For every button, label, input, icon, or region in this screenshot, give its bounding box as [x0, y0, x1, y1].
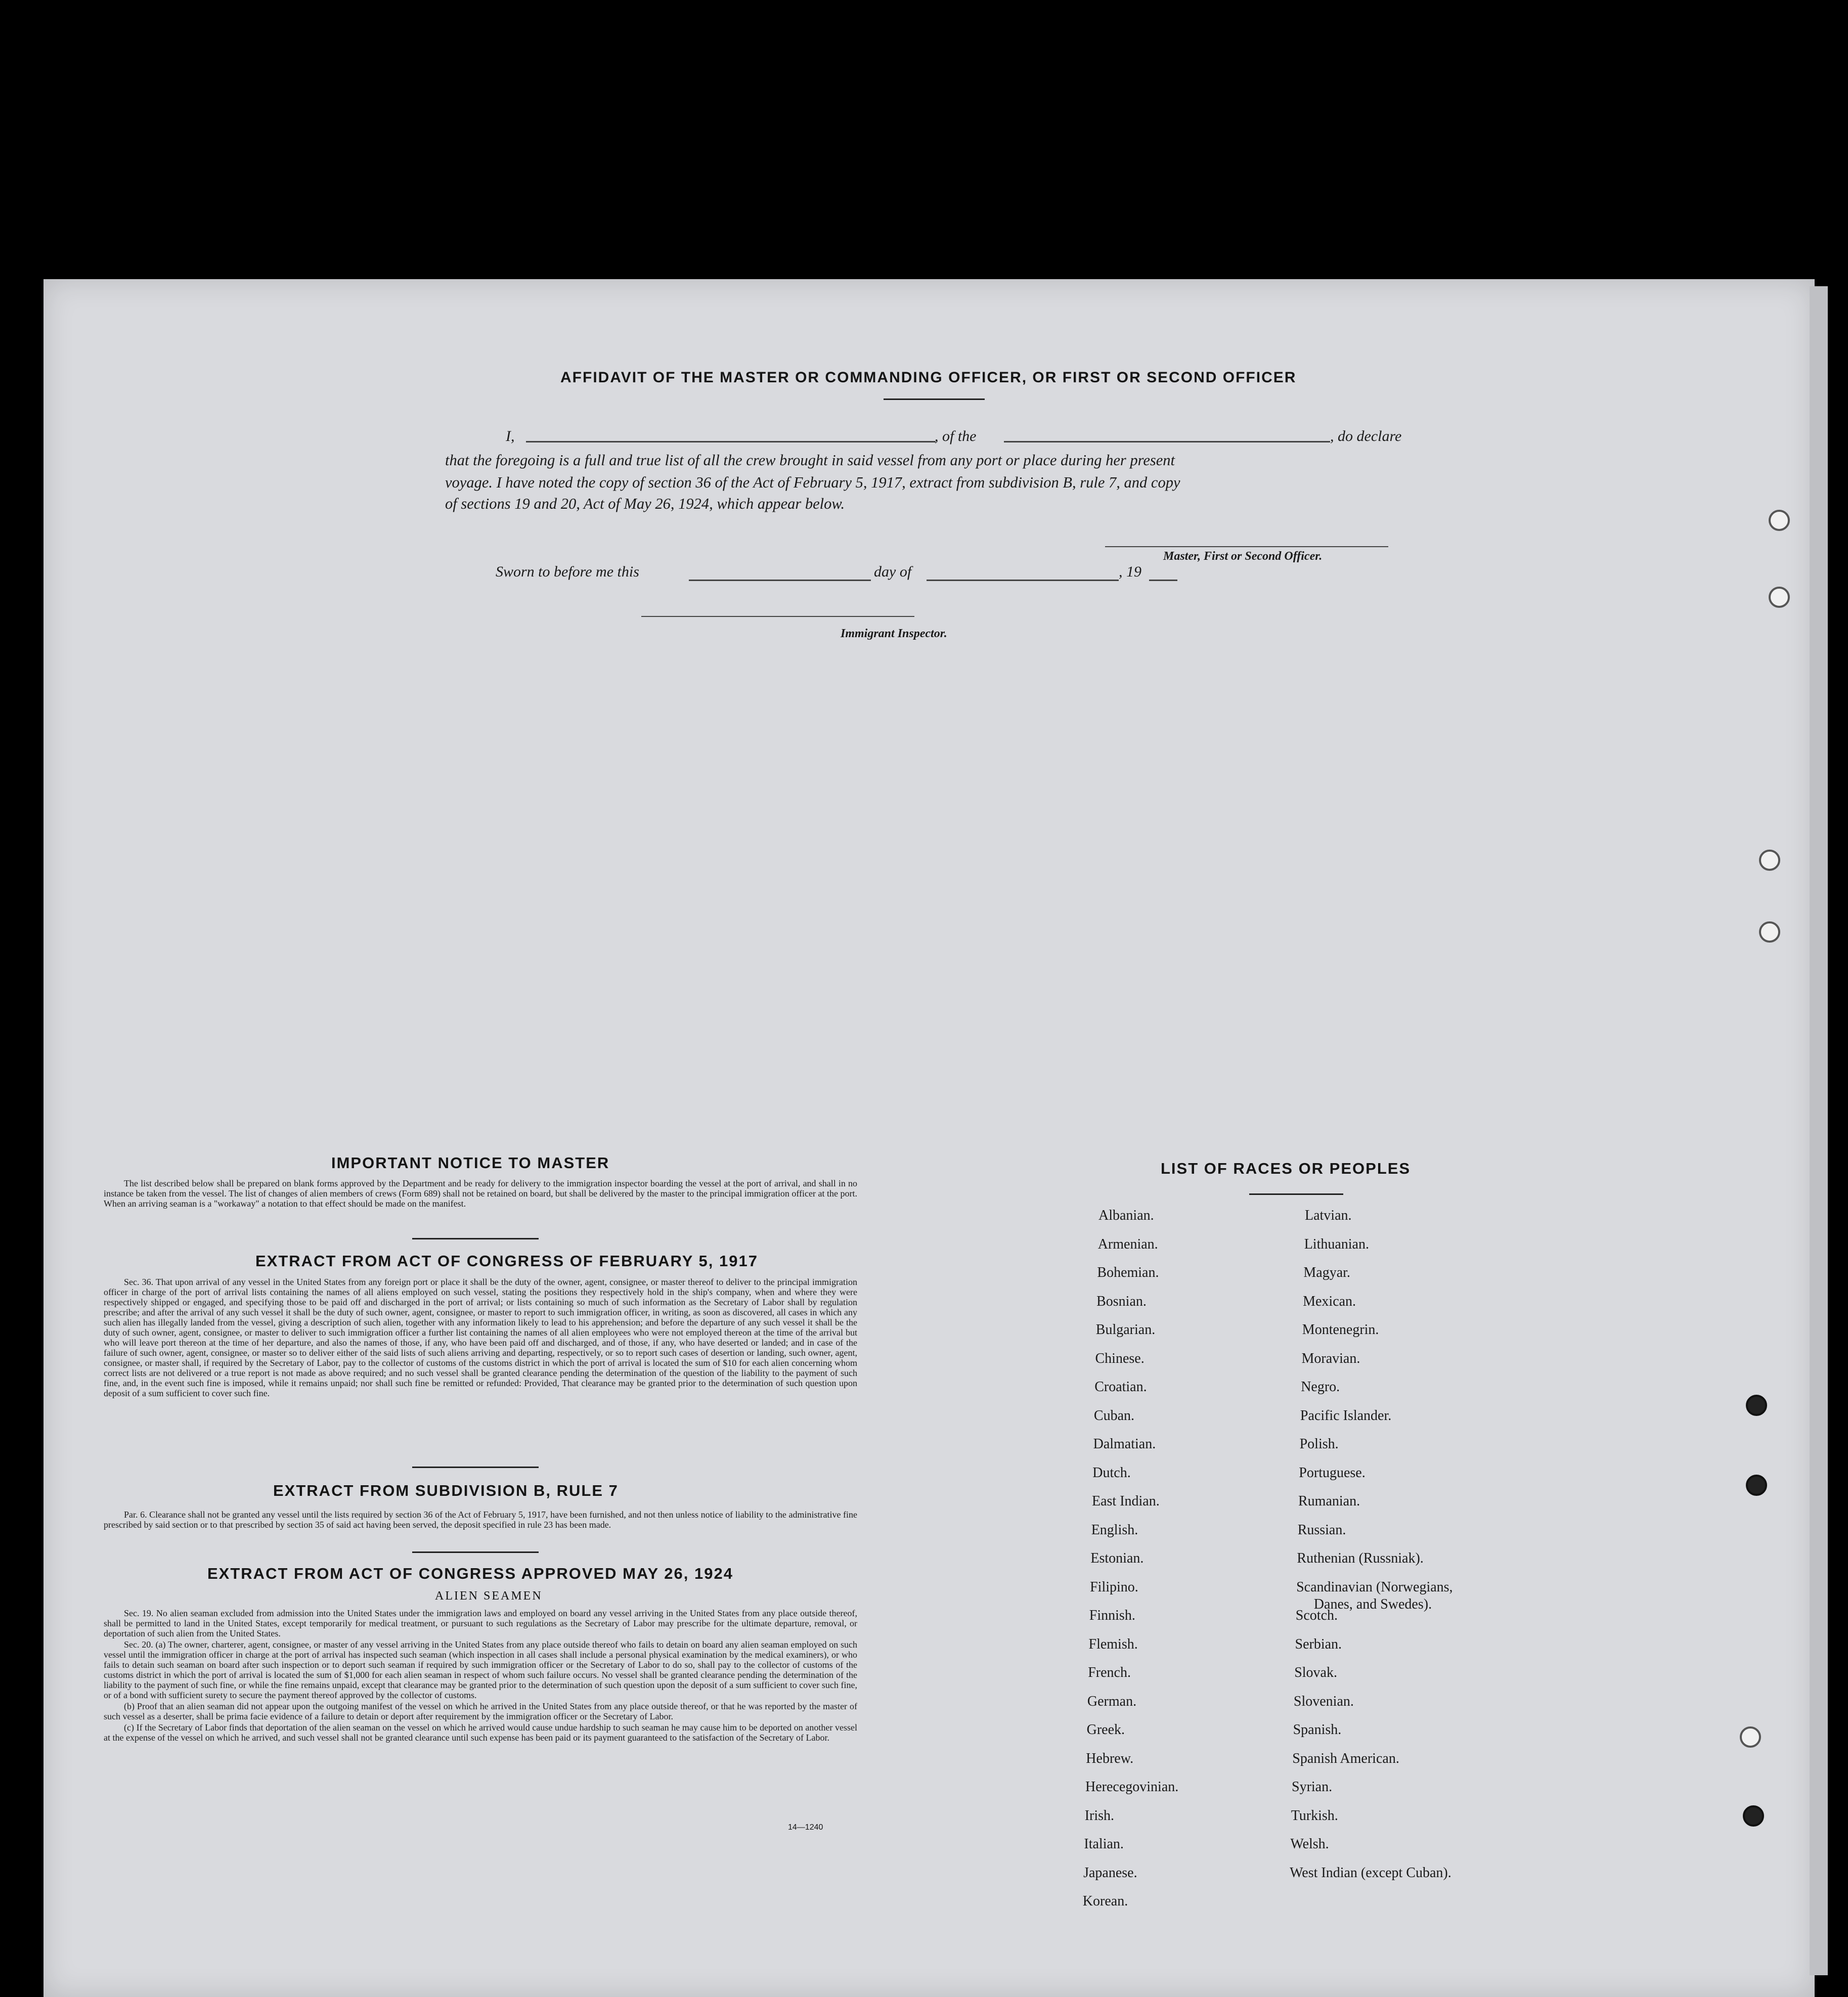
master-signature-field[interactable] [1105, 546, 1388, 547]
affidavit-title: AFFIDAVIT OF THE MASTER OR COMMANDING OFFICER, OR FIRST OR SECOND OFFICER [560, 369, 1297, 386]
affidavit-line4: of sections 19 and 20, Act of May 26, 1924, which appear below. [445, 495, 845, 512]
races-title: LIST OF RACES OR PEOPLES [1161, 1160, 1411, 1177]
race-item: Welsh. [1290, 1836, 1329, 1852]
race-item: Mexican. [1303, 1293, 1356, 1309]
affidavit-line2: that the foregoing is a full and true list of all the crew brought in said vessel from any port or place during her present [445, 452, 1175, 469]
race-item: Magyar. [1303, 1265, 1350, 1280]
punch-hole [1769, 510, 1790, 531]
vessel-name-field[interactable] [1004, 441, 1330, 442]
race-item: Filipino. [1090, 1579, 1138, 1595]
race-item: Armenian. [1097, 1236, 1158, 1252]
race-item: Korean. [1082, 1893, 1128, 1909]
race-item: English. [1091, 1522, 1138, 1538]
rule7-title: EXTRACT FROM SUBDIVISION B, RULE 7 [273, 1482, 619, 1499]
affidavit-title-rule [884, 398, 985, 400]
day-of-label: day of [874, 563, 912, 580]
section-36-paragraph: Sec. 36. That upon arrival of any vessel in the United States from any foreign port or place it shall be the duty of the owner, agent, consignee, or master thereof to deliver to the principal immigration officer in charge of the port of arrival lists containing the names of all aliens employed on such vessel, stating the positions they respectively hold in the ship's company, when and where they were respectively shipped or engaged, and specifying those to be paid off and discharged in the port of arrival; or lists containing so much of such information as the Secretary of Labor shall by regulation prescribe; and after the arrival of any such vessel it shall be the duty of such owner, agent, consignee, or master to report to such immigration officer, in writing, as soon as discovered, all cases in which any such alien has illegally landed from the vessel, giving a description of such alien, together with any information likely to lead to his apprehension; and before the departure of any such vessel it shall be the duty of such owner, agent, consignee, or master to deliver to such immigration officer a further list containing the names of all alien employees who were not employed thereon at the time of the arrival but who will leave port thereon at the time of her departure, and also the names of those, if any, who have been paid off and discharged, and of those, if any, who have deserted or landed; and in case of the failure of such owner, agent, consignee, or master so to deliver either of the said lists of such aliens arriving and departing, respectively, or so to report such cases of desertion or landing, such owner, agent, consignee, or master shall, if required by the Secretary of Labor, pay to the collector of customs of the customs district in which the port of arrival is located the sum of $10 for each alien concerning whom correct lists are not delivered or a true report is not made as above required; and no such vessel shall be granted clearance pending the determination of the question of the liability to the payment of such fine, and, in the event such fine is imposed, while it remains unpaid; nor shall such fine be remitted or refunded: Provided, That clearance may be granted prior to the determination of such question upon deposit of a sum sufficient to cover such fine. [104, 1277, 857, 1398]
punch-hole [1746, 1475, 1767, 1496]
race-item: Finnish. [1089, 1608, 1135, 1623]
race-item: French. [1088, 1665, 1131, 1680]
punch-hole [1743, 1805, 1764, 1827]
sworn-month-field[interactable] [927, 580, 1119, 581]
race-item: Croatian. [1094, 1379, 1147, 1395]
race-item: Italian. [1084, 1836, 1124, 1852]
punch-hole [1746, 1395, 1767, 1416]
race-item: Bosnian. [1096, 1293, 1147, 1309]
notice-text [104, 1178, 857, 1210]
notice-paragraph: The list described below shall be prepared on blank forms approved by the Department and be ready for delivery to the immigration inspector boarding the vessel at the port of arrival, and shall in no instance be taken from the vessel. The list of changes of alien members of crews (Form 689) shall not be retained on board, but shall be delivered by the master to the principal immigration officer at the port. When an arriving seaman is a "workaway" a notation to that effect should be made on the manifest. [104, 1178, 857, 1209]
notice-title: IMPORTANT NOTICE TO MASTER [331, 1154, 610, 1172]
race-item: Greek. [1086, 1722, 1125, 1738]
race-item: Slovak. [1294, 1665, 1337, 1680]
race-item: Moravian. [1301, 1350, 1360, 1366]
punch-hole [1759, 921, 1780, 943]
sworn-label: Sworn to before me this [496, 563, 639, 580]
race-item: Japanese. [1083, 1865, 1137, 1881]
extract-1917-rule [412, 1467, 539, 1468]
race-item: German. [1087, 1693, 1137, 1709]
race-item: Turkish. [1291, 1807, 1338, 1824]
punch-hole [1769, 587, 1790, 608]
race-item: Lithuanian. [1304, 1236, 1369, 1252]
race-item: Russian. [1297, 1522, 1346, 1538]
race-item: Herecegovinian. [1085, 1779, 1179, 1795]
race-item: Scotch. [1295, 1608, 1338, 1623]
race-item: Dalmatian. [1093, 1436, 1156, 1452]
page-edge [1810, 286, 1828, 1975]
race-item: Negro. [1301, 1379, 1340, 1395]
race-item: Scandinavian (Norwegians, [1296, 1579, 1453, 1595]
section-20a-paragraph: Sec. 20. (a) The owner, charterer, agent, consignee, or master of any vessel arriving in the United States from any place outside thereof who fails to detain on board any alien seaman employed on such vessel until the immigration officer in charge at the port of arrival has inspected such seaman (which inspection in all cases shall include a personal physical examination by the medical examiners), or who fails to detain such seaman on board after such inspection or to deport such seaman if required by such immigration officer or the Secretary of Labor to do so, shall pay to the collector of customs of the customs district in which the port of arrival is located the sum of $1,000 for each alien seaman in respect of whom such failure occurs. No vessel shall be granted clearance pending the determination of the liability to the payment of such fine, or while the fine remains unpaid, except that clearance may be granted prior to the determination of such question upon the deposit of a sum sufficient to cover such fine, or of a bond with sufficient surety to secure the payment thereof approved by the collector of customs. [104, 1639, 857, 1700]
punch-hole [1759, 850, 1780, 871]
notice-rule [412, 1238, 539, 1239]
race-item: Dutch. [1092, 1465, 1131, 1481]
race-item: Cuban. [1093, 1407, 1134, 1424]
race-item: East Indian. [1092, 1493, 1160, 1509]
races-rule [1249, 1193, 1343, 1195]
section-20b-paragraph: (b) Proof that an alien seaman did not appear upon the outgoing manifest of the vessel on which he arrived in the United States from any place outside thereof, or that he was reported by the master of such vessel as a deserter, shall be prima facie evidence of a failure to detain or deport after requirement by the immigration officer or the Secretary of Labor. [104, 1701, 857, 1721]
extract-1924-title: EXTRACT FROM ACT OF CONGRESS APPROVED MAY 26, 1924 [207, 1565, 733, 1582]
section-19-paragraph: Sec. 19. No alien seaman excluded from admission into the United States under the immigration laws and employed on board any vessel arriving in the United States from any place outside thereof, shall be permitted to land in the United States, except temporarily for medical treatment, or pursuant to such regulations as the Secretary of Labor may prescribe for the ultimate departure, removal, or deportation of such alien from the United States. [104, 1608, 857, 1638]
affidavit-line3: voyage. I have noted the copy of section 36 of the Act of February 5, 1917, extract from subdivision B, rule 7, and copy [445, 474, 1180, 491]
extract-1917-title: EXTRACT FROM ACT OF CONGRESS OF FEBRUARY 5, 1917 [255, 1252, 758, 1270]
race-item: Hebrew. [1086, 1750, 1134, 1766]
race-item: Chinese. [1095, 1350, 1145, 1366]
affidavit-line1-i: I, [506, 428, 515, 445]
race-item: Portuguese. [1299, 1465, 1366, 1481]
section-20c-paragraph: (c) If the Secretary of Labor finds that deportation of the alien seaman on the vessel on which he arrived would cause undue hardship to such seaman he may cause him to be deported on another vessel at the expense of the vessel on which he arrived, and such vessel shall not be granted clearance until such expense has been paid or its payment guaranteed to the satisfaction of the Secretary of Labor. [104, 1722, 857, 1743]
punch-hole [1740, 1726, 1761, 1748]
race-item: Ruthenian (Russniak). [1297, 1550, 1424, 1566]
race-item: Latvian. [1305, 1208, 1352, 1223]
rule7-rule [412, 1551, 539, 1553]
form-number: 14—1240 [788, 1823, 823, 1832]
race-item: Spanish American. [1292, 1750, 1399, 1766]
sworn-year-field[interactable] [1149, 580, 1177, 581]
rule7-text [104, 1510, 857, 1531]
race-item: Pacific Islander. [1300, 1407, 1392, 1424]
master-name-field[interactable] [526, 441, 936, 442]
race-item: Irish. [1084, 1807, 1115, 1824]
affidavit-line1-of-the: , of the [935, 428, 977, 445]
race-item: Montenegrin. [1302, 1322, 1379, 1338]
race-item: Polish. [1299, 1436, 1339, 1452]
race-item: Serbian. [1295, 1636, 1342, 1652]
race-item: Estonian. [1090, 1550, 1144, 1566]
extract-1917-text [104, 1277, 857, 1399]
race-item: Bulgarian. [1095, 1322, 1156, 1338]
race-item: Albanian. [1098, 1208, 1154, 1223]
sworn-day-field[interactable] [689, 580, 871, 581]
race-item: Spanish. [1293, 1722, 1342, 1738]
inspector-label: Immigrant Inspector. [841, 627, 947, 640]
race-item: Flemish. [1088, 1636, 1138, 1652]
race-item: Slovenian. [1293, 1693, 1354, 1709]
extract-1924-text [104, 1608, 857, 1744]
affidavit-line1-declare: , do declare [1330, 428, 1402, 445]
rule7-paragraph: Par. 6. Clearance shall not be granted any vessel until the lists required by section 36 of the Act of February 5, 1917, have been furnished, and not then unless notice of liability to the administrative fine prescribed by said section or to that prescribed by section 35 of said act having been served, the deposit specified in rule 23 has been made. [104, 1510, 857, 1530]
race-item: West Indian (except Cuban). [1290, 1865, 1451, 1881]
race-item: Bohemian. [1097, 1265, 1159, 1280]
inspector-signature-field[interactable] [641, 616, 914, 617]
year-label: , 19 [1119, 563, 1141, 580]
master-signature-label: Master, First or Second Officer. [1163, 550, 1323, 563]
race-item: Danes, and Swedes). [1313, 1596, 1432, 1612]
race-item: Rumanian. [1298, 1493, 1360, 1509]
alien-seamen-subtitle: ALIEN SEAMEN [435, 1589, 543, 1603]
race-item: Syrian. [1292, 1779, 1333, 1795]
